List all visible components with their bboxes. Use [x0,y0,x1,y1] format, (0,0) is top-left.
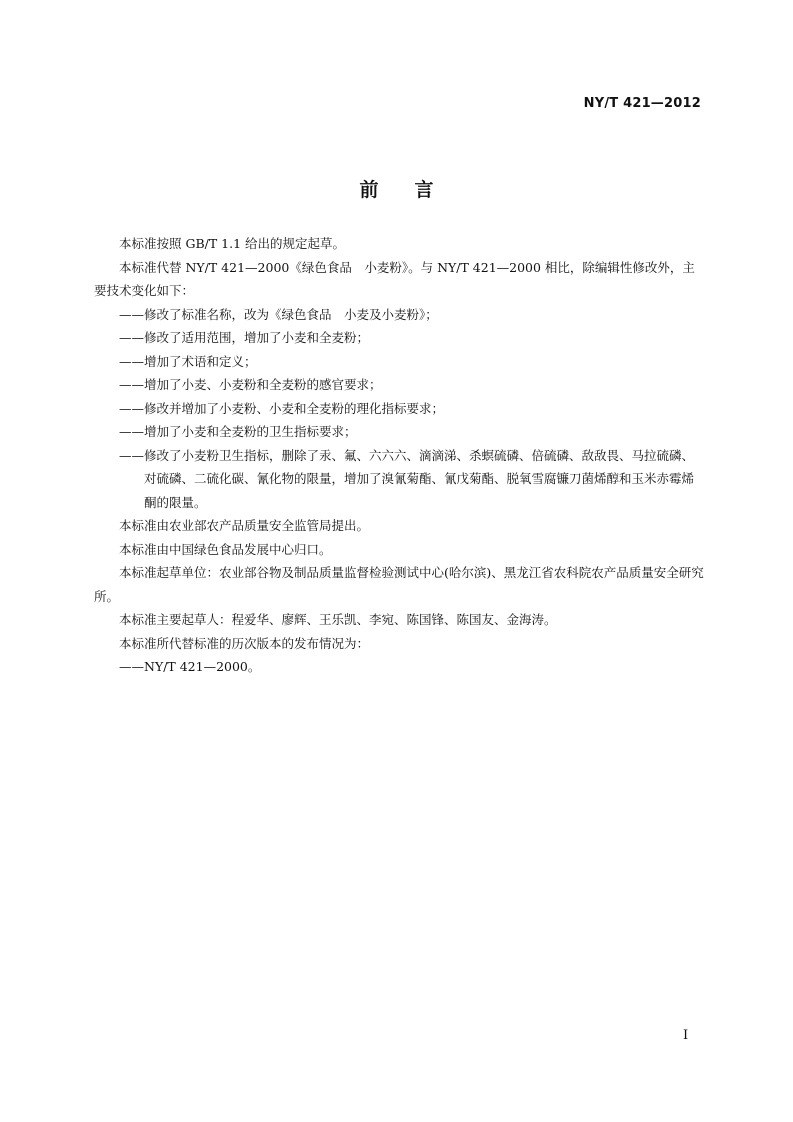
paragraph-centralizer: 本标准由中国绿色食品发展中心归口。 [119,541,332,557]
list-item-history: ——NY/T 421—2000。 [119,659,261,674]
paragraph-replacement: 本标准代替 NY/T 421—2000《绿色食品 小麦粉》。与 NY/T 421—2000 相比，除编辑性修改外，主要技术变化如下： [94,259,695,298]
paragraph-proposer: 本标准由农业部农产品质量安全监管局提出。 [119,518,370,533]
list-item-change: ——修改并增加了小麦粉、小麦和全麦粉的理化指标要求； [119,400,445,416]
paragraph-drafters: 本标准主要起草人：程爱华、廖辉、王乐凯、李宛、陈国锋、陈国友、金海涛。 [119,612,557,627]
paragraph-drafting-rule: 本标准按照 GB/T 1.1 给出的规定起草。 [119,236,346,251]
list-item-change: ——修改了标准名称，改为《绿色食品 小麦及小麦粉》； [119,306,438,322]
list-item-change: ——修改了小麦粉卫生指标，删除了汞、氟、六六六、滴滴涕、杀螟硫磷、倍硫磷、敌敌畏、马拉硫磷、对硫磷、二硫化碳、氰化物的限量，增加了溴氰菊酯、氰戊菊酯、脱氧雪腐镰刀菌烯醇和玉米赤霉烯酮的限量。 [119,447,695,510]
standard-number: NY/T 421—2012 [583,96,701,111]
list-item-change: ——增加了小麦和全麦粉的卫生指标要求； [119,424,357,439]
paragraph-drafting-units: 本标准起草单位：农业部谷物及制品质量监督检验测试中心(哈尔滨)、黑龙江省农科院农产品质量安全研究所。 [94,565,704,604]
foreword-body [94,232,706,679]
list-item-change: ——修改了适用范围，增加了小麦和全麦粉； [119,330,370,345]
list-item-change: ——增加了术语和定义； [119,353,257,369]
page-title: 前言 [359,179,470,201]
paragraph-history-intro: 本标准所代替标准的历次版本的发布情况为： [119,635,370,651]
list-item-change: ——增加了小麦、小麦粉和全麦粉的感官要求； [119,377,382,392]
page-number: I [683,1028,689,1043]
